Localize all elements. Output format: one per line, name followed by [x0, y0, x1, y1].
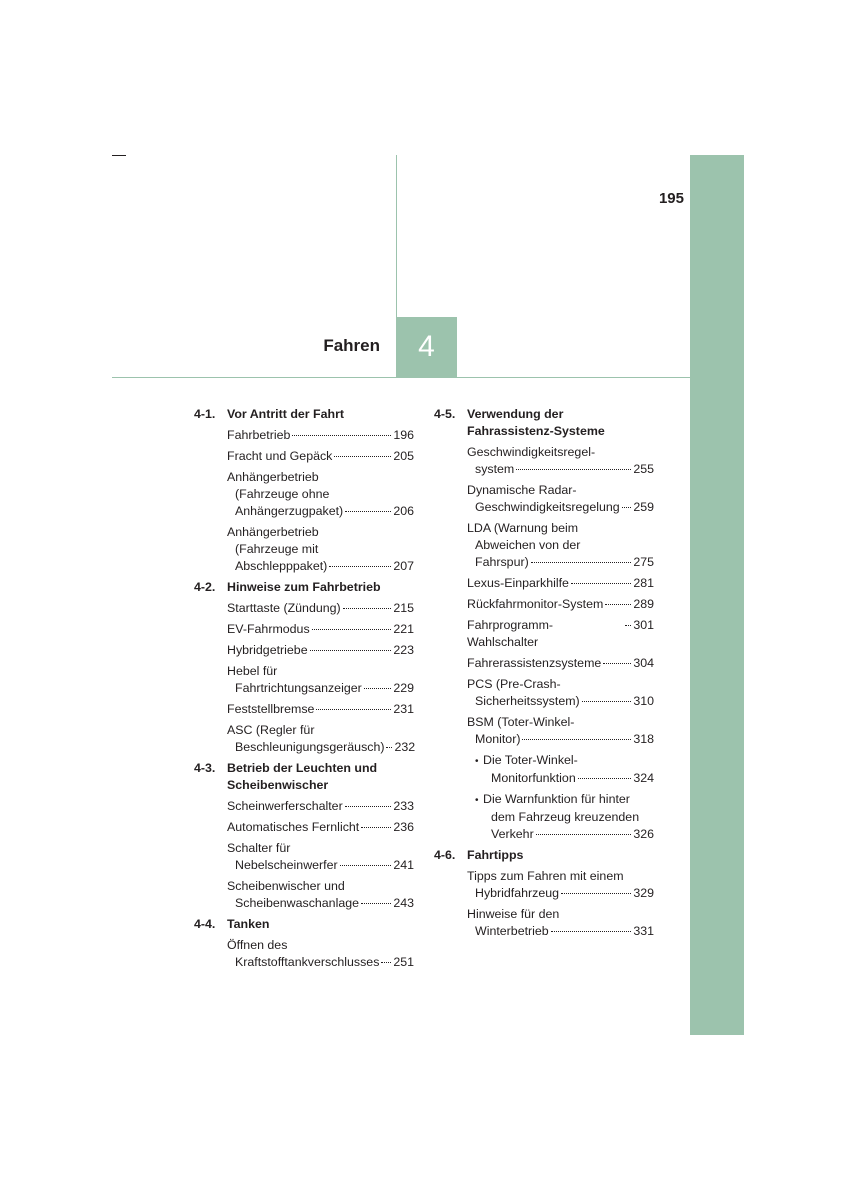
toc-entry-text: Anhängerbetrieb: [227, 525, 319, 539]
toc-entry[interactable]: [227, 600, 414, 617]
toc-entry-last-line: [227, 895, 414, 912]
toc-entry-text: Starttaste (Zündung): [227, 601, 341, 615]
leader-dots: [334, 456, 391, 457]
toc-page-number: 229: [393, 681, 414, 695]
toc-section-title-line: Scheibenwischer: [227, 778, 329, 792]
toc-section-title: [467, 406, 654, 440]
toc-entry-line: [483, 752, 654, 769]
toc-entry-text: Öffnen des: [227, 938, 288, 952]
toc-page-number: 329: [633, 886, 654, 900]
toc-section: [194, 916, 414, 971]
leader-dots: [386, 747, 392, 748]
toc-section-number: 4-3.: [194, 761, 216, 775]
toc-entry-last-line: [483, 770, 654, 787]
toc-entry-text: dem Fahrzeug kreuzenden: [491, 810, 640, 824]
toc-entry-line: [483, 791, 654, 808]
toc-page-number: 243: [393, 896, 414, 910]
toc-page-number: 215: [393, 601, 414, 615]
toc-column-left: [194, 406, 414, 975]
toc-entry-text: Rückfahrmonitor-System: [467, 597, 604, 611]
leader-dots: [522, 739, 631, 740]
toc-section-title: [227, 406, 414, 423]
toc-entry[interactable]: [467, 482, 654, 516]
toc-entry-line: [467, 482, 654, 499]
toc-entry-last-line: [227, 600, 414, 617]
toc-entry-last-line: [227, 954, 414, 971]
toc-entry-text: Fahrspur): [475, 555, 529, 569]
toc-entry-text: Geschwindigkeitsregelung: [475, 500, 620, 514]
toc-entry[interactable]: [467, 596, 654, 613]
toc-entry-last-line: [227, 503, 414, 520]
toc-entry-text: Fahrerassistenzsysteme: [467, 656, 602, 670]
toc-entry-last-line: [227, 621, 414, 638]
toc-entry-text: Fahrprogramm-Wahlschalter: [467, 618, 554, 649]
leader-dots: [536, 834, 632, 835]
leader-dots: [605, 604, 631, 605]
toc-sub-entry[interactable]: [475, 791, 654, 843]
header-vertical-rule: [396, 155, 397, 317]
toc-section-title: [227, 916, 414, 933]
toc-section-title: [467, 847, 654, 864]
leader-dots: [312, 629, 392, 630]
toc-entry[interactable]: [467, 444, 654, 478]
toc-entry-line: [227, 469, 414, 486]
toc-entry-last-line: [467, 554, 654, 571]
toc-page-number: 232: [394, 740, 416, 754]
leader-dots: [292, 435, 391, 436]
toc-section-title-line: Vor Antritt der Fahrt: [227, 407, 345, 421]
chapter-title: Fahren: [323, 336, 380, 355]
toc-entry[interactable]: [467, 676, 654, 710]
chapter-number-box: [396, 317, 457, 377]
leader-dots: [364, 688, 392, 689]
toc-page-number: 251: [393, 955, 414, 969]
leader-dots: [582, 701, 632, 702]
toc-page-number: 304: [633, 656, 654, 670]
toc-entry[interactable]: [467, 714, 654, 748]
toc-page-number: 259: [633, 500, 654, 514]
toc-entry[interactable]: [227, 642, 414, 659]
toc-entry[interactable]: [227, 840, 414, 874]
toc-section-title: [227, 579, 414, 596]
leader-dots: [329, 566, 391, 567]
toc-entry-line: [227, 486, 414, 503]
toc-entry-line: [467, 906, 654, 923]
toc-entry-line: [467, 868, 654, 885]
leader-dots: [345, 806, 392, 807]
toc-entry-text: EV-Fahrmodus: [227, 622, 310, 636]
toc-entry-text: Monitor): [475, 732, 521, 746]
toc-section-heading: [434, 847, 654, 864]
toc-entry-last-line: [467, 731, 654, 748]
toc-entry-text: Fracht und Gepäck: [227, 449, 333, 463]
toc-section-heading: [194, 916, 414, 933]
toc-entry[interactable]: [467, 906, 654, 940]
toc-entry-last-line: [227, 558, 414, 575]
toc-entry-text: Tipps zum Fahren mit einem: [467, 869, 624, 883]
toc-page-number: 233: [393, 799, 414, 813]
toc-entry-text: (Fahrzeuge ohne: [235, 487, 330, 501]
toc-page-number: 207: [393, 559, 414, 573]
toc-page-number: 236: [393, 820, 414, 834]
leader-dots: [603, 663, 631, 664]
toc-entry-last-line: [467, 575, 654, 592]
toc-section-heading: [194, 406, 414, 423]
toc-section-heading: [194, 760, 414, 794]
crop-mark-top-left: [112, 155, 126, 156]
header-horizontal-rule: [112, 377, 690, 378]
toc-section-number: 4-1.: [194, 407, 216, 421]
toc-entry[interactable]: [227, 621, 414, 638]
toc-entry-text: Winterbetrieb: [475, 924, 549, 938]
toc-entry-line: [227, 524, 414, 541]
toc-entry[interactable]: [227, 663, 414, 697]
toc-page-number: 318: [633, 732, 654, 746]
toc-entry[interactable]: [227, 524, 414, 575]
toc-entry-text: Die Toter-Winkel-: [483, 753, 578, 767]
toc-entry-last-line: [227, 448, 414, 465]
toc-entry-text: ASC (Regler für: [227, 723, 315, 737]
toc-entry-text: PCS (Pre-Crash-: [467, 677, 561, 691]
toc-entry-text: Scheinwerferschalter: [227, 799, 343, 813]
toc-entry-text: Die Warnfunktion für hinter: [483, 792, 630, 806]
toc-entry-text: Verkehr: [491, 827, 534, 841]
leader-dots: [571, 583, 631, 584]
toc-entry-last-line: [467, 655, 654, 672]
toc-entry-line: [227, 840, 414, 857]
toc-entry-text: Feststellbremse: [227, 702, 315, 716]
page-number: 195: [658, 190, 684, 207]
toc-section: [194, 760, 414, 912]
toc-entry-text: Abweichen von der: [475, 538, 581, 552]
toc-entry[interactable]: [467, 575, 654, 592]
toc-column-right: [434, 406, 654, 944]
toc-entry[interactable]: [227, 448, 414, 465]
toc-entry[interactable]: [467, 655, 654, 672]
toc-section-number: 4-6.: [434, 848, 456, 862]
toc-entry-text: Scheibenwischer und: [227, 879, 345, 893]
toc-entry-last-line: [227, 857, 414, 874]
leader-dots: [310, 650, 392, 651]
toc-entry-text: Hybridgetriebe: [227, 643, 308, 657]
leader-dots: [551, 931, 632, 932]
toc-entry-text: Dynamische Radar-: [467, 483, 577, 497]
toc-section-title-line: Tanken: [227, 917, 270, 931]
toc-entry-text: Fahrbetrieb: [227, 428, 291, 442]
toc-entry[interactable]: [227, 819, 414, 836]
toc-entry-last-line: [467, 923, 654, 940]
leader-dots: [622, 507, 632, 508]
toc-page-number: 231: [393, 702, 414, 716]
toc-entry-text: Kraftstofftankverschlusses: [235, 955, 380, 969]
leader-dots: [316, 709, 391, 710]
toc-entry-text: LDA (Warnung beim: [467, 521, 579, 535]
toc-page-number: 281: [633, 576, 654, 590]
toc-entry[interactable]: [467, 520, 654, 571]
toc-entry-last-line: [467, 885, 654, 902]
toc-entry[interactable]: [227, 937, 414, 971]
toc-page-number: 275: [633, 555, 654, 569]
toc-entry-text: Automatisches Fernlicht: [227, 820, 360, 834]
toc-entry-text: Schalter für: [227, 841, 291, 855]
toc-page-number: 331: [633, 924, 654, 938]
toc-entry-line: [467, 520, 654, 537]
toc-entry[interactable]: [227, 798, 414, 815]
toc-section-number: 4-2.: [194, 580, 216, 594]
toc-section-number: 4-4.: [194, 917, 216, 931]
toc-entry-line: [227, 937, 414, 954]
toc-entry-last-line: [467, 596, 654, 613]
toc-entry-text: Sicherheitssystem): [475, 694, 580, 708]
toc-page-number: 206: [393, 504, 414, 518]
toc-entry-text: Beschleunigungsgeräusch): [235, 740, 385, 754]
toc-page-number: 310: [633, 694, 654, 708]
chapter-number: 4: [418, 330, 435, 363]
toc-entry-last-line: [227, 819, 414, 836]
toc-entry[interactable]: [227, 701, 414, 718]
toc-section: [194, 579, 414, 756]
toc-entry-line: [227, 878, 414, 895]
toc-entry-text: Monitorfunktion: [491, 771, 576, 785]
toc-entry-last-line: [227, 680, 414, 697]
toc-entry-last-line: [227, 427, 414, 444]
toc-entry-text: Abschlepppaket): [235, 559, 328, 573]
toc-entry-last-line: [467, 617, 654, 651]
leader-dots: [345, 511, 391, 512]
toc-section-number: 4-5.: [434, 407, 456, 421]
toc-entry-text: Nebelscheinwerfer: [235, 858, 338, 872]
toc-entry[interactable]: [467, 868, 654, 902]
toc-page-number: 301: [633, 618, 654, 632]
toc-entry-line: [467, 537, 654, 554]
toc-page-number: 324: [633, 771, 654, 785]
leader-dots: [361, 903, 391, 904]
toc-section-title: [227, 760, 414, 794]
leader-dots: [361, 827, 391, 828]
toc-entry-line: [227, 663, 414, 680]
toc-page-number: 255: [633, 462, 654, 476]
toc-entry-text: Lexus-Einparkhilfe: [467, 576, 569, 590]
toc-page-number: 221: [393, 622, 414, 636]
toc-entry[interactable]: [227, 469, 414, 520]
leader-dots: [578, 778, 632, 779]
toc-entry[interactable]: [227, 722, 414, 756]
toc-entry-line: [483, 809, 654, 826]
toc-entry-last-line: [227, 701, 414, 718]
toc-entry-line: [467, 444, 654, 461]
toc-page-number: 326: [633, 827, 654, 841]
toc-entry-last-line: [467, 693, 654, 710]
toc-entry[interactable]: [467, 617, 654, 651]
toc-section: [194, 406, 414, 575]
toc-sub-entry[interactable]: [475, 752, 654, 787]
bullet-icon: •: [475, 795, 479, 806]
toc-entry-line: [227, 722, 414, 739]
toc-section: [434, 406, 654, 843]
toc-section-heading: [434, 406, 654, 440]
toc-entry-last-line: [483, 826, 654, 843]
toc-section-title-line: Verwendung der: [467, 407, 564, 421]
toc-entry-line: [227, 541, 414, 558]
toc-entry-last-line: [467, 499, 654, 516]
toc-entry-line: [467, 714, 654, 731]
toc-page-number: 289: [633, 597, 654, 611]
leader-dots: [343, 608, 392, 609]
toc-page-number: 205: [393, 449, 414, 463]
toc-entry-text: Scheibenwaschanlage: [235, 896, 359, 910]
toc-entry-text: Fahrtrichtungsanzeiger: [235, 681, 362, 695]
toc-entry-text: system: [475, 462, 515, 476]
toc-entry-text: Hinweise für den: [467, 907, 560, 921]
chapter-side-tab: [690, 155, 744, 1035]
toc-section-title-line: Fahrtipps: [467, 848, 524, 862]
toc-section-title-line: Hinweise zum Fahrbetrieb: [227, 580, 381, 594]
toc-entry-last-line: [227, 739, 414, 756]
toc-section-title-line: Betrieb der Leuchten und: [227, 761, 378, 775]
toc-page-number: 223: [393, 643, 414, 657]
leader-dots: [516, 469, 631, 470]
toc-entry[interactable]: [227, 878, 414, 912]
bullet-icon: •: [475, 756, 479, 767]
leader-dots: [561, 893, 631, 894]
toc-entry-text: Anhängerzugpaket): [235, 504, 344, 518]
toc-page-number: 241: [393, 858, 414, 872]
leader-dots: [340, 865, 392, 866]
toc-page-number: 196: [393, 428, 414, 442]
toc-entry-text: (Fahrzeuge mit: [235, 542, 319, 556]
leader-dots: [625, 625, 631, 626]
toc-section: [434, 847, 654, 940]
toc-entry-last-line: [227, 642, 414, 659]
toc-entry-text: Geschwindigkeitsregel-: [467, 445, 596, 459]
toc-section-title-line: Fahrassistenz-Systeme: [467, 424, 605, 438]
toc-entry-last-line: [227, 798, 414, 815]
leader-dots: [531, 562, 632, 563]
toc-section-heading: [194, 579, 414, 596]
toc-entry-line: [467, 676, 654, 693]
leader-dots: [381, 962, 391, 963]
toc-entry-last-line: [467, 461, 654, 478]
toc-entry-text: Anhängerbetrieb: [227, 470, 319, 484]
toc-entry-text: BSM (Toter-Winkel-: [467, 715, 575, 729]
toc-entry-text: Hebel für: [227, 664, 278, 678]
toc-entry-text: Hybridfahrzeug: [475, 886, 560, 900]
toc-entry[interactable]: [227, 427, 414, 444]
